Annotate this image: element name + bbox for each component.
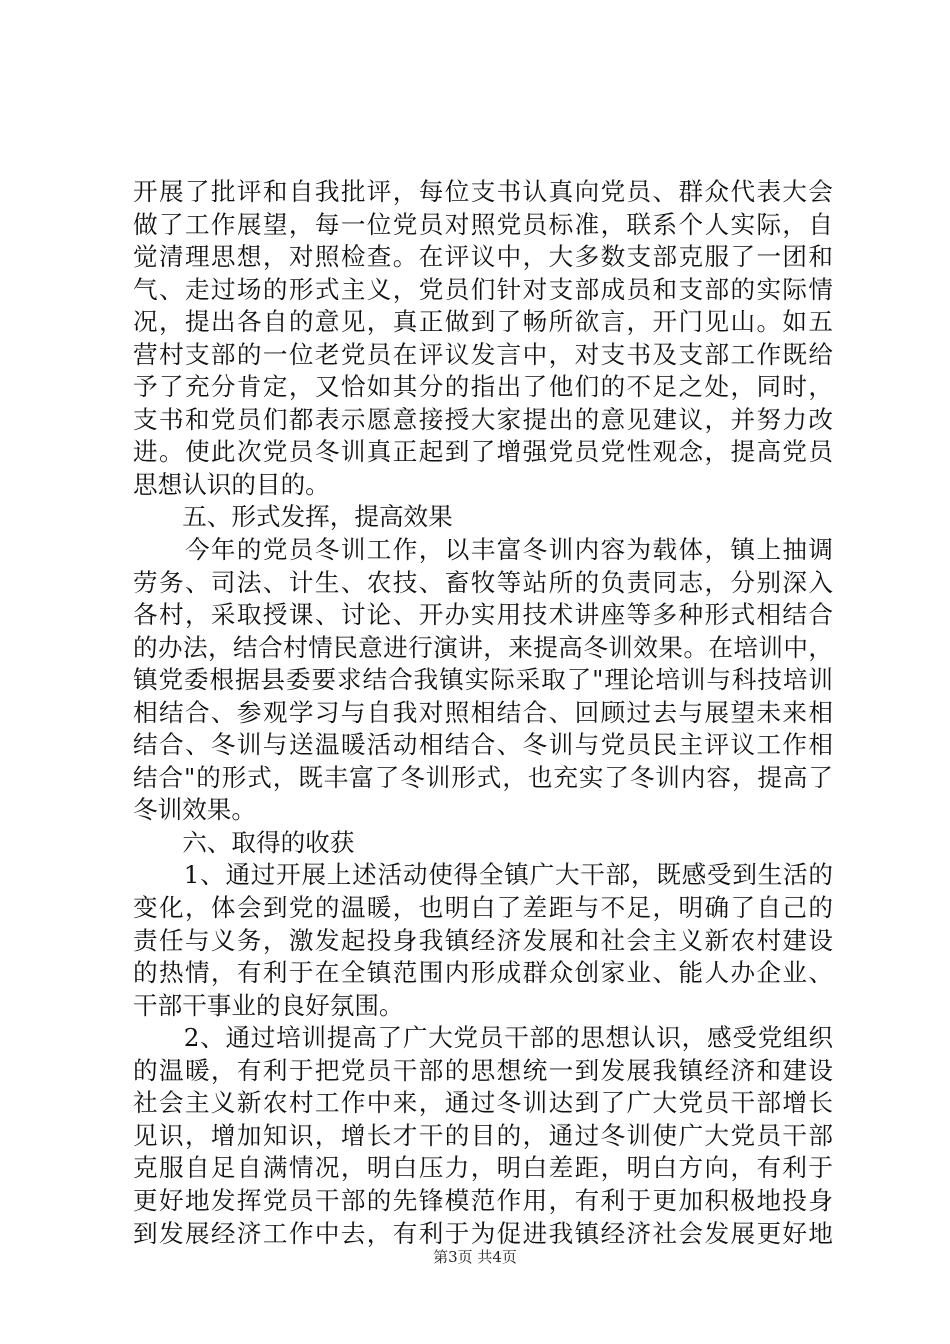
text-line: 变化，体会到党的温暖，也明白了差距与不足，明确了自己的 <box>133 893 833 923</box>
text-line: 气、走过场的形式主义，党员们针对支部成员和支部的实际情 <box>133 274 833 304</box>
text-line: 结合、冬训与送温暖活动相结合、冬训与党员民主评议工作相 <box>133 730 833 760</box>
text-line: 结合"的形式，既丰富了冬训形式，也充实了冬训内容，提高了 <box>133 762 833 792</box>
text-line: 见识，增加知识，增长才干的目的，通过冬训使广大党员干部 <box>133 1120 833 1150</box>
text-line: 思想认识的目的。 <box>133 469 330 499</box>
text-line: 的热情，有利于在全镇范围内形成群众创家业、能人办企业、 <box>133 958 833 988</box>
section-heading: 六、取得的收获 <box>133 827 355 857</box>
page-footer: 第3页 共4页 <box>433 1248 517 1266</box>
text-line: 镇党委根据县委要求结合我镇实际采取了"理论培训与科技培训 <box>133 665 833 695</box>
text-line: 各村，采取授课、讨论、开办实用技术讲座等多种形式相结合 <box>133 600 833 630</box>
text-line: 今年的党员冬训工作，以丰富冬训内容为载体，镇上抽调 <box>133 535 833 565</box>
section-heading: 五、形式发挥，提高效果 <box>133 502 453 532</box>
text-line: 的办法，结合村情民意进行演讲，来提高冬训效果。在培训中， <box>133 632 833 662</box>
text-line: 相结合、参观学习与自我对照相结合、回顾过去与展望未来相 <box>133 697 833 727</box>
text-line: 开展了批评和自我批评，每位支书认真向党员、群众代表大会 <box>133 177 833 206</box>
text-line: 社会主义新农村工作中来，通过冬训达到了广大党员干部增长 <box>133 1088 833 1118</box>
text-line: 做了工作展望，每一位党员对照党员标准，联系个人实际，自 <box>133 209 833 239</box>
text-line: 觉清理思想，对照检查。在评议中，大多数支部克服了一团和 <box>133 242 833 272</box>
text-line: 更好地发挥党员干部的先锋模范作用，有利于更加积极地投身 <box>133 1185 833 1215</box>
text-line: 1、通过开展上述活动使得全镇广大干部，既感受到生活的 <box>133 860 833 890</box>
body-text <box>133 176 833 1250</box>
text-line: 支书和党员们都表示愿意接授大家提出的意见建议，并努力改 <box>133 404 833 434</box>
text-line: 冬训效果。 <box>133 795 256 825</box>
text-line: 干部干事业的良好氛围。 <box>133 990 404 1020</box>
text-line: 进。使此次党员冬训真正起到了增强党员党性观念，提高党员 <box>133 437 833 467</box>
text-line: 责任与义务，激发起投身我镇经济发展和社会主义新农村建设 <box>133 925 833 955</box>
text-line: 营村支部的一位老党员在评议发言中，对支书及支部工作既给 <box>133 339 833 369</box>
text-line: 到发展经济工作中去，有利于为促进我镇经济社会发展更好地 <box>133 1218 833 1248</box>
text-line: 克服自足自满情况，明白压力，明白差距，明白方向，有利于 <box>133 1153 833 1183</box>
text-line: 的温暖，有利于把党员干部的思想统一到发展我镇经济和建设 <box>133 1055 833 1085</box>
text-line: 2、通过培训提高了广大党员干部的思想认识，感受党组织 <box>133 1023 833 1053</box>
text-line: 劳务、司法、计生、农技、畜牧等站所的负责同志，分别深入 <box>133 567 833 597</box>
text-line: 予了充分肯定，又恰如其分的指出了他们的不足之处，同时， <box>133 372 833 402</box>
text-line: 况，提出各自的意见，真正做到了畅所欲言，开门见山。如五 <box>133 307 833 337</box>
